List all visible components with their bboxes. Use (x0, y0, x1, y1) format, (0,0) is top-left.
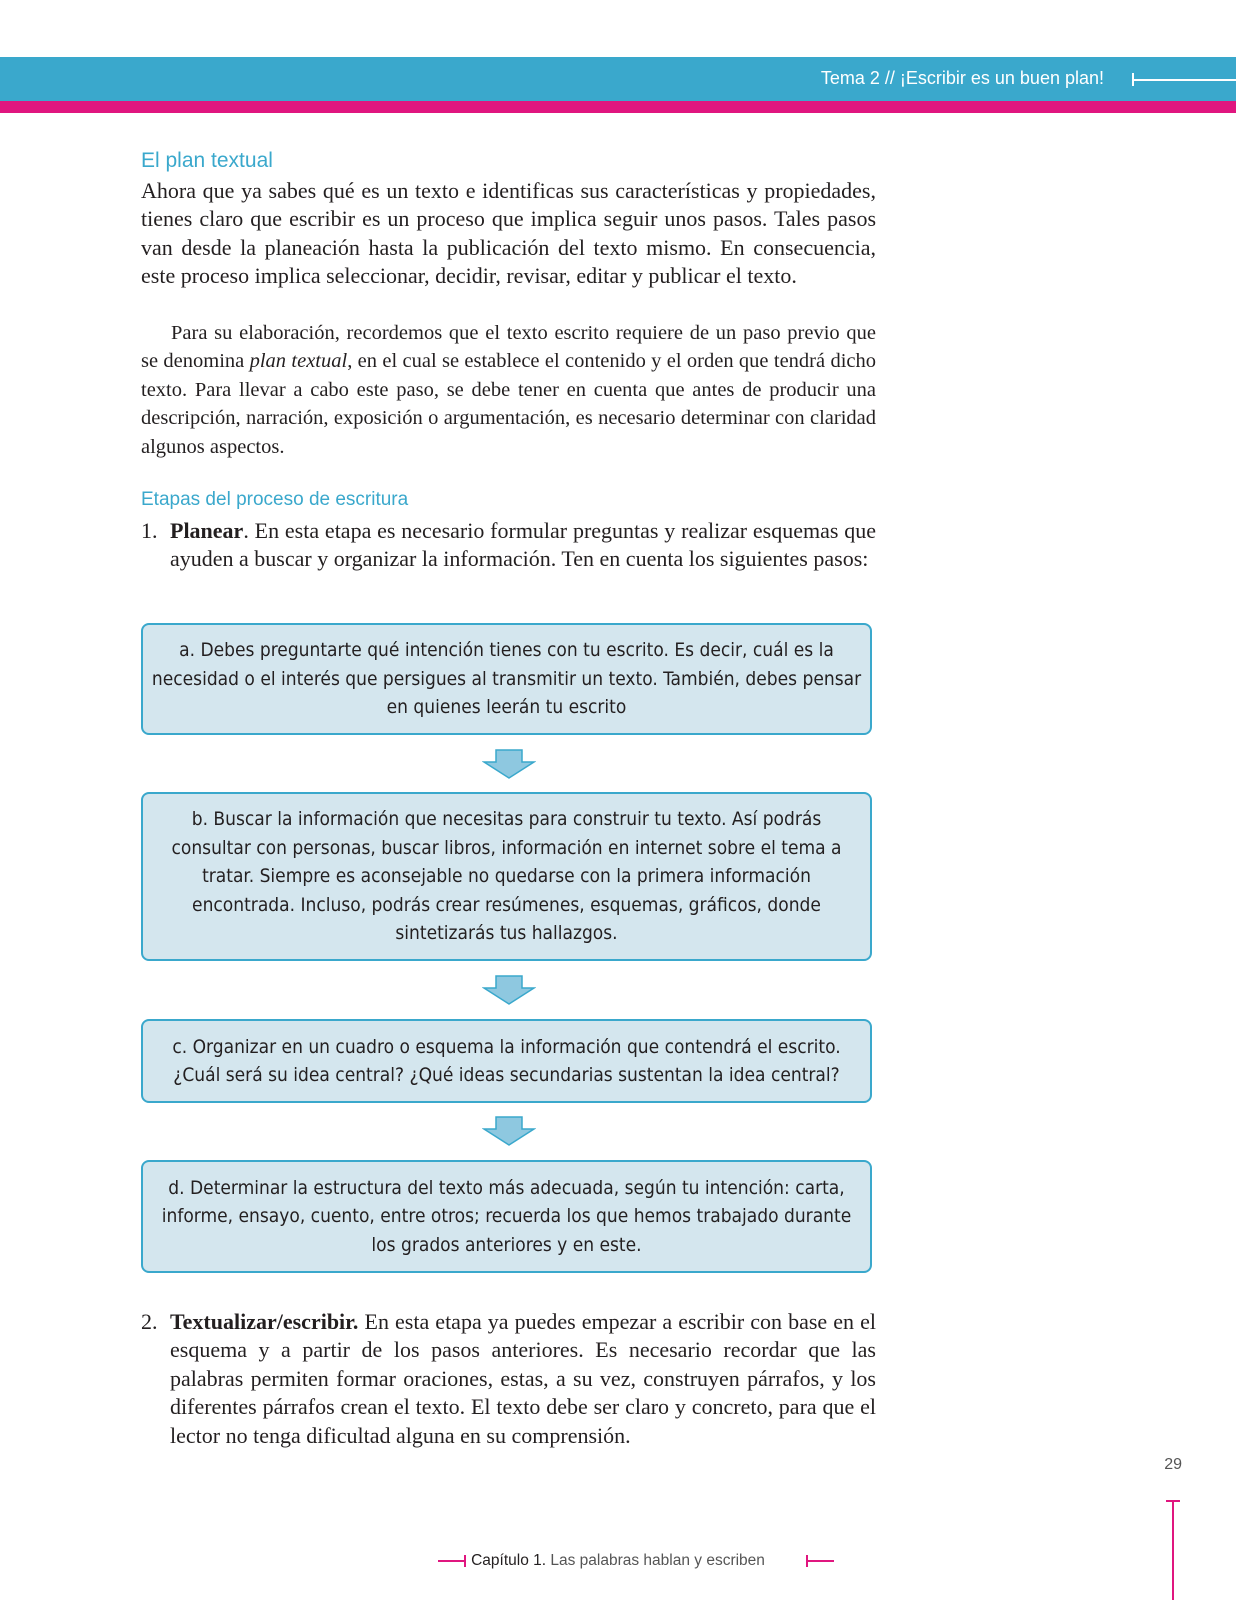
flow-box-text: a. Debes preguntarte qué intención tienes con tu escrito. Es decir, cuál es la necesidad o el interés que persigues al transmitir un texto. También, debes pensar en quienes leerán tu escrito (151, 639, 862, 719)
list-number: 1. (141, 518, 158, 543)
flow-box-c (141, 1019, 872, 1103)
page-number: 29 (1164, 1456, 1182, 1473)
list-item-planear: 1. Planear. En esta etapa es necesario formular preguntas y realizar esquemas que ayuden a buscar y organizar la información. Ten en cuenta los siguientes pasos: (141, 518, 876, 572)
chapter-label: Capítulo 1. (471, 1552, 547, 1569)
footer-chapter (0, 1552, 1236, 1570)
side-mark (1172, 1500, 1174, 1600)
flow-box-text: d. Determinar la estructura del texto más adecuada, según tu intención: carta, informe, ensayo, cuento, entre otros; recuerda los que hemos trabajado durante los grados anteriores y en este. (161, 1176, 852, 1256)
plan-textual-emphasis: plan textual (249, 350, 348, 373)
chapter-title: Las palabras hablan y escriben (546, 1552, 765, 1569)
section-title: El plan textual (141, 149, 273, 172)
flow-box-text: c. Organizar en un cuadro o esquema la información que contendrá el escrito. ¿Cuál será su idea central? ¿Qué ideas secundarias sustentan la idea central? (172, 1035, 841, 1086)
footer-rule-right (806, 1560, 834, 1562)
down-arrow-icon (482, 975, 536, 1005)
down-arrow-icon (482, 1116, 536, 1146)
list-number: 2. (141, 1309, 158, 1334)
intro-paragraph: Ahora que ya sabes qué es un texto e identificas sus características y propiedades, tienes claro que escribir es un proceso que implica seguir unos pasos. Tales pasos van desde la planeación hasta la publicación del texto mismo. En consecuencia, este proceso implica seleccionar, decidir, revisar, editar y publicar el texto. (141, 178, 876, 289)
plan-paragraph: Para su elaboración, recordemos que el texto escrito requiere de un paso previo que se denomina plan textual, en el cual se establece el contenido y el orden que tendrá dicho texto. Para llevar a cabo este paso, se debe tener en cuenta que antes de producir una descripción, narración, exposición o argumentación, es necesario determinar con claridad algunos aspectos. (141, 322, 876, 458)
list-item-term: Planear (170, 518, 244, 543)
flow-box-d (141, 1160, 872, 1273)
flow-box-a (141, 623, 872, 735)
down-arrow-icon (482, 749, 536, 779)
flow-box-text: b. Buscar la información que necesitas para construir tu texto. Así podrás consultar con personas, buscar libros, información en internet sobre el tema a tratar. Siempre es aconsejable no quedarse con la primera información encontrada. Incluso, podrás crear resúmenes, esquemas, gráficos, donde sintetizarás tus hallazgos. (171, 808, 842, 945)
header-rule (1133, 79, 1236, 81)
list-item-textualizar: 2. Textualizar/escribir. En esta etapa ya puedes empezar a escribir con base en el esquema y a partir de los pasos anteriores. Es necesario recordar que las palabras permiten formar oraciones, estas, a su vez, construyen párrafos, y los diferentes párrafos crean el texto. El texto debe ser claro y concreto, para que el lector no tenga dificultad alguna en su comprensión. (141, 1309, 876, 1448)
header-accent-band (0, 101, 1236, 113)
running-title: Tema 2 // ¡Escribir es un buen plan! (820, 68, 1104, 88)
flow-box-b (141, 792, 872, 961)
stages-heading: Etapas del proceso de escritura (141, 489, 409, 510)
list-item-term: Textualizar/escribir. (170, 1309, 359, 1334)
